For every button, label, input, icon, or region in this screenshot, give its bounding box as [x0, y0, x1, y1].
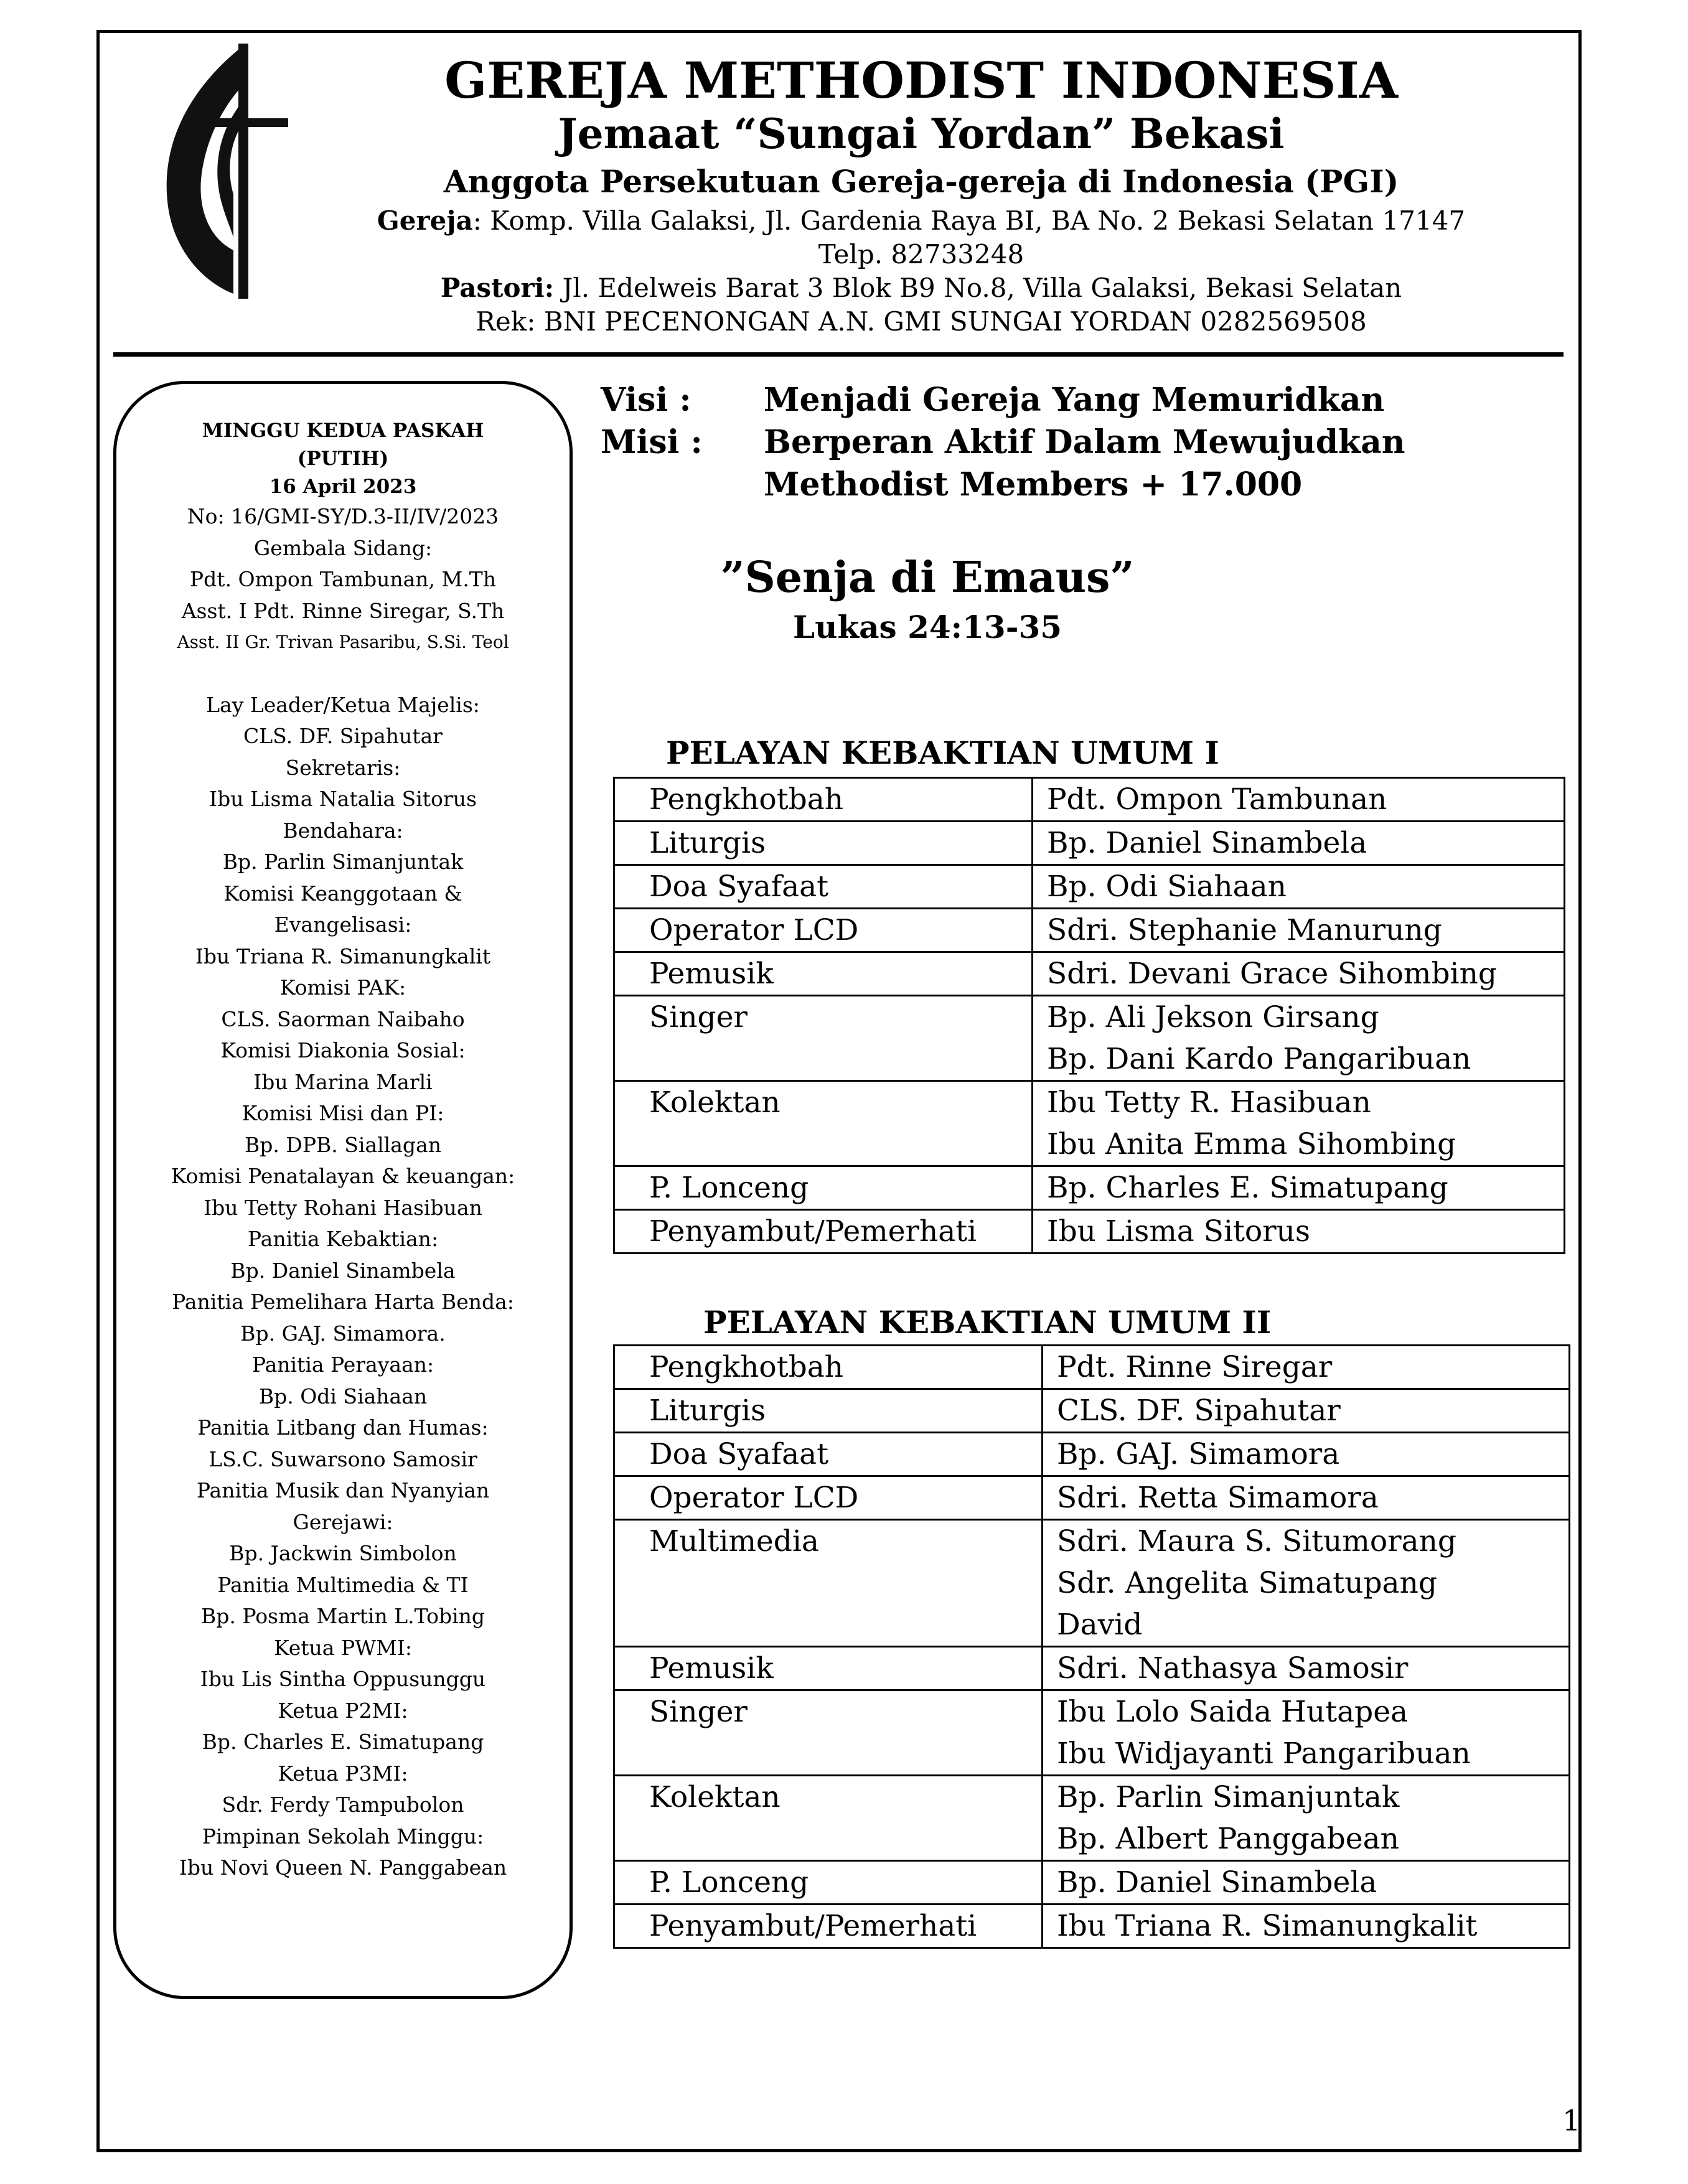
person-name: Bp. Odi Siahaan [1047, 869, 1287, 904]
officer-line: Ibu Lisma Natalia Sitorus [209, 787, 477, 811]
role-cell: Pemusik [614, 952, 1033, 996]
role-cell: Kolektan [614, 1776, 1043, 1861]
officer-line: Bp. GAJ. Simamora. [240, 1321, 446, 1346]
table-row [614, 822, 1565, 865]
bank-account: Rek: BNI PECENONGAN A.N. GMI SUNGAI YORDAN 0282569508 [476, 306, 1367, 337]
table-row [614, 1690, 1570, 1776]
officer-line: Ibu Tetty Rohani Hasibuan [204, 1195, 482, 1220]
service2-heading: PELAYAN KEBAKTIAN UMUM II [703, 1304, 1272, 1341]
officer-line: Komisi Diakonia Sosial: [220, 1038, 466, 1062]
person-name: Ibu Anita Emma Sihombing [1047, 1127, 1456, 1161]
role-cell: Pengkhotbah [614, 1346, 1043, 1389]
names-cell [1043, 1776, 1570, 1861]
names-cell [1043, 1861, 1570, 1905]
role-cell: Liturgis [614, 1389, 1043, 1433]
names-cell [1043, 1346, 1570, 1389]
service1-table [613, 777, 1565, 1254]
role-cell: Liturgis [614, 822, 1033, 865]
officer-line: Ibu Lis Sintha Oppusunggu [200, 1667, 486, 1691]
person-name: Bp. Parlin Simanjuntak [1057, 1780, 1400, 1814]
service2-table [613, 1344, 1570, 1949]
officer-line: Pimpinan Sekolah Minggu: [202, 1824, 484, 1849]
names-cell [1043, 1433, 1570, 1476]
officer-line: Panitia Musik dan Nyanyian [196, 1478, 490, 1502]
names-cell [1043, 1520, 1570, 1647]
officer-line: Sekretaris: [285, 755, 401, 780]
page-number: 1 [1562, 2104, 1581, 2137]
names-cell [1033, 1081, 1565, 1166]
table-row [614, 1166, 1565, 1210]
table-row [614, 952, 1565, 996]
person-name: Bp. GAJ. Simamora [1057, 1437, 1340, 1471]
person-name: Bp. Daniel Sinambela [1057, 1865, 1377, 1900]
person-name: Ibu Widjayanti Pangaribuan [1057, 1736, 1471, 1771]
person-name: Ibu Triana R. Simanungkalit [1057, 1909, 1478, 1943]
role-cell: Pengkhotbah [614, 778, 1033, 822]
table-row [614, 1905, 1570, 1948]
table-row [614, 1210, 1565, 1254]
person-name: Sdri. Maura S. Situmorang [1057, 1524, 1457, 1558]
church-phone: Telp. 82733248 [818, 239, 1025, 269]
names-cell [1033, 1166, 1565, 1210]
person-name: Sdri. Stephanie Manurung [1047, 913, 1442, 947]
table-row [614, 909, 1565, 952]
service1-heading: PELAYAN KEBAKTIAN UMUM I [666, 734, 1219, 771]
role-cell: Kolektan [614, 1081, 1033, 1166]
church-name: GEREJA METHODIST INDONESIA [444, 51, 1398, 110]
officer-line: CLS. Saorman Naibaho [221, 1006, 465, 1031]
person-name: Sdri. Devani Grace Sihombing [1047, 957, 1497, 991]
role-cell: Pemusik [614, 1647, 1043, 1690]
header-divider [113, 352, 1564, 357]
officer-line: Gerejawi: [293, 1509, 393, 1534]
service-date: 16 April 2023 [269, 476, 417, 498]
names-cell [1033, 952, 1565, 996]
names-cell [1043, 1476, 1570, 1520]
officer-line: Komisi Penatalayan & keuangan: [171, 1164, 515, 1188]
table-row [614, 1647, 1570, 1690]
officer-line: Bp. Posma Martin L.Tobing [200, 1604, 485, 1628]
officer-line: Bp. Daniel Sinambela [230, 1258, 456, 1283]
church-address: Gereja: Komp. Villa Galaksi, Jl. Gardenia Raya BI, BA No. 2 Bekasi Selatan 17147 [377, 205, 1466, 236]
sermon-title: ”Senja di Emaus” [720, 553, 1135, 602]
names-cell [1033, 1210, 1565, 1254]
bulletin-number: No: 16/GMI-SY/D.3-II/IV/2023 [187, 504, 499, 528]
officer-line: Panitia Kebaktian: [247, 1227, 439, 1251]
officer-line: Ketua PWMI: [273, 1635, 413, 1660]
membership-line: Anggota Persekutuan Gereja-gereja di Indonesia (PGI) [443, 163, 1399, 200]
names-cell [1033, 778, 1565, 822]
officer-line: Bp. Parlin Simanjuntak [222, 850, 464, 874]
person-name: CLS. DF. Sipahutar [1057, 1394, 1341, 1428]
liturgical-color: (PUTIH) [297, 448, 389, 470]
officer-line: Bp. Charles E. Simatupang [202, 1730, 484, 1754]
officer-line: Panitia Perayaan: [251, 1352, 434, 1377]
table-row [614, 1433, 1570, 1476]
table-row [614, 1861, 1570, 1905]
table-row [614, 1389, 1570, 1433]
table-row [614, 1476, 1570, 1520]
scripture-reference: Lukas 24:13-35 [792, 609, 1062, 645]
person-name: Bp. Dani Kardo Pangaribuan [1047, 1042, 1471, 1076]
names-cell [1043, 1905, 1570, 1948]
officer-line: Lay Leader/Ketua Majelis: [206, 692, 480, 717]
names-cell [1043, 1690, 1570, 1776]
names-cell [1033, 822, 1565, 865]
officer-line: Panitia Litbang dan Humas: [197, 1415, 489, 1440]
role-cell: Singer [614, 1690, 1043, 1776]
officer-line: Ibu Novi Queen N. Panggabean [179, 1855, 507, 1880]
officer-line: Ketua P3MI: [278, 1761, 408, 1786]
officer-line: Evangelisasi: [274, 912, 412, 937]
role-cell: P. Lonceng [614, 1166, 1033, 1210]
officer-line: Sdr. Ferdy Tampubolon [222, 1793, 464, 1817]
sidebar-content [113, 417, 573, 1884]
officer-line: Komisi Keanggotaan & [223, 881, 462, 906]
officer-line: Komisi Misi dan PI: [241, 1101, 444, 1125]
officer-line: Bp. Jackwin Simbolon [229, 1541, 457, 1565]
person-name: Pdt. Ompon Tambunan [1047, 782, 1387, 817]
person-name: Bp. Charles E. Simatupang [1047, 1171, 1448, 1205]
sidebar-line: Asst. II Gr. Trivan Pasaribu, S.Si. Teol [177, 632, 509, 652]
role-cell: Operator LCD [614, 1476, 1043, 1520]
officer-line: Panitia Pemelihara Harta Benda: [172, 1290, 514, 1314]
role-cell: Operator LCD [614, 909, 1033, 952]
officer-list [113, 690, 573, 1884]
officer-line: Panitia Multimedia & TI [217, 1572, 469, 1597]
sidebar-line: Asst. I Pdt. Rinne Siregar, S.Th [181, 598, 505, 623]
names-cell [1043, 1647, 1570, 1690]
person-name: Sdri. Nathasya Samosir [1057, 1651, 1409, 1685]
role-cell: Penyambut/Pemerhati [614, 1905, 1043, 1948]
parsonage-address: Pastori: Jl. Edelweis Barat 3 Blok B9 No.8, Villa Galaksi, Bekasi Selatan [440, 273, 1402, 303]
officer-line: CLS. DF. Sipahutar [243, 724, 443, 748]
table-row [614, 778, 1565, 822]
role-cell: Doa Syafaat [614, 865, 1033, 909]
sidebar-line: Gembala Sidang: [253, 535, 433, 560]
person-name: Pdt. Rinne Siregar [1057, 1350, 1333, 1384]
names-cell [1043, 1389, 1570, 1433]
cross-and-flame-logo [152, 39, 289, 300]
role-cell: Singer [614, 996, 1033, 1081]
table-row [614, 1776, 1570, 1861]
person-name: Bp. Albert Panggabean [1057, 1822, 1399, 1856]
officer-line: LS.C. Suwarsono Samosir [209, 1446, 477, 1471]
officer-line: Ibu Triana R. Simanungkalit [195, 944, 491, 968]
sunday-name: MINGGU KEDUA PASKAH [202, 419, 484, 442]
role-cell: Penyambut/Pemerhati [614, 1210, 1033, 1254]
table-row [614, 1081, 1565, 1166]
officer-line: Komisi PAK: [279, 975, 406, 1000]
person-name: Ibu Lolo Saida Hutapea [1057, 1695, 1409, 1729]
officer-line: Ibu Marina Marli [253, 1069, 433, 1094]
person-name: Bp. Daniel Sinambela [1047, 826, 1367, 860]
congregation-name: Jemaat “Sungai Yordan” Bekasi [558, 110, 1285, 158]
role-cell: Doa Syafaat [614, 1433, 1043, 1476]
spacer [113, 658, 573, 690]
person-name: Sdr. Angelita Simatupang [1057, 1566, 1437, 1600]
person-name: Bp. Ali Jekson Girsang [1047, 1000, 1379, 1034]
officer-line: Bendahara: [283, 818, 403, 843]
officer-line: Ketua P2MI: [278, 1698, 408, 1723]
table-row [614, 996, 1565, 1081]
officer-line: Bp. Odi Siahaan [258, 1384, 428, 1408]
officer-line: Bp. DPB. Siallagan [245, 1132, 441, 1157]
table-row [614, 865, 1565, 909]
role-cell: Multimedia [614, 1520, 1043, 1647]
role-cell: P. Lonceng [614, 1861, 1043, 1905]
person-name: Ibu Lisma Sitorus [1047, 1214, 1311, 1249]
sidebar-line: Pdt. Ompon Tambunan, M.Th [189, 567, 497, 591]
names-cell [1033, 909, 1565, 952]
person-name: Ibu Tetty R. Hasibuan [1047, 1085, 1371, 1120]
names-cell [1033, 865, 1565, 909]
names-cell [1033, 996, 1565, 1081]
person-name: David [1057, 1608, 1143, 1642]
table-row [614, 1346, 1570, 1389]
person-name: Sdri. Retta Simamora [1057, 1481, 1379, 1515]
table-row [614, 1520, 1570, 1647]
